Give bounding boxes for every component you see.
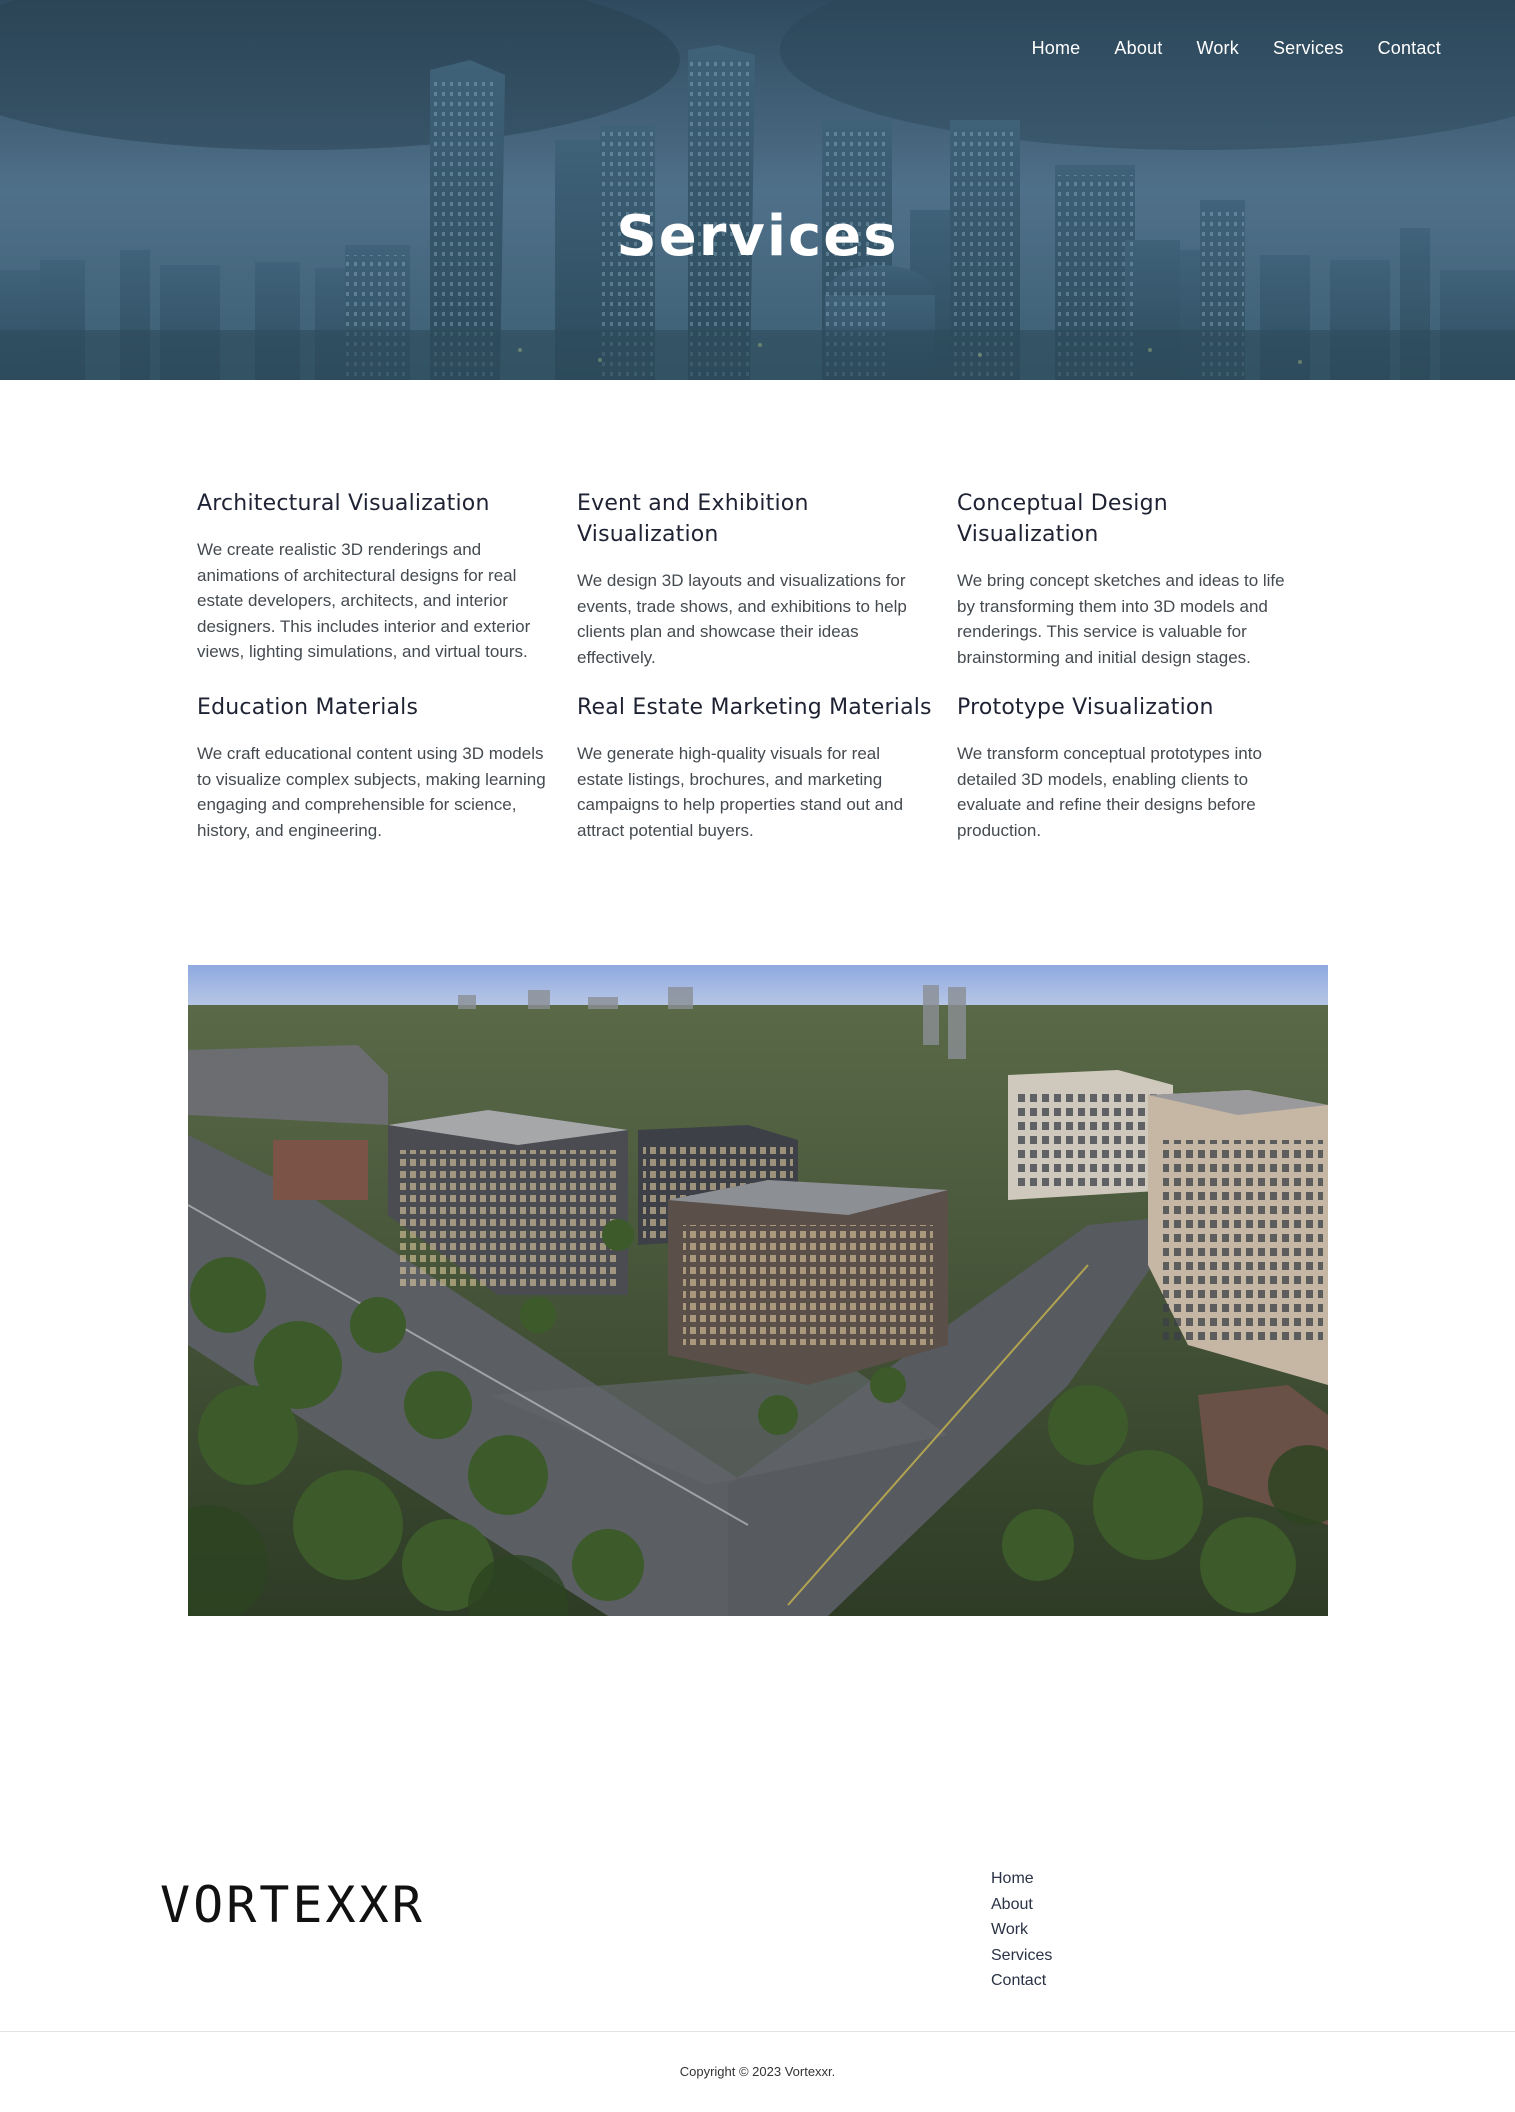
service-description: We generate high-quality visuals for real estate listings, brochures, and marketing campaigns to help properties stand out and attract potential buyers. xyxy=(577,744,904,840)
nav-home-link[interactable]: Home xyxy=(1031,38,1081,58)
vortexxr-logo[interactable]: VORTEXXR xyxy=(160,1876,425,1934)
service-title: Event and Exhibition Visualization xyxy=(577,491,809,547)
footer-work-link[interactable]: Work xyxy=(991,1921,1029,1938)
nav-services-link[interactable]: Services xyxy=(1272,38,1344,58)
footer-services-link[interactable]: Services xyxy=(991,1946,1053,1964)
service-card-architectural xyxy=(197,488,547,665)
service-title: Architectural Visualization xyxy=(197,491,490,516)
copyright-text: Copyright © 2023 Vortexxr. xyxy=(679,2064,836,2079)
service-description: We transform conceptual prototypes into detailed 3D models, enabling clients to evaluate and refine their designs before production. xyxy=(957,744,1262,840)
service-description: We bring concept sketches and ideas to life by transforming them into 3D models and renderings. This service is valuable for brainstorming and initial design stages. xyxy=(957,571,1285,667)
footer-divider xyxy=(0,2031,1515,2032)
service-card-education xyxy=(197,692,547,843)
service-title: Real Estate Marketing Materials xyxy=(577,695,932,720)
hero-banner xyxy=(0,0,1515,380)
service-title: Prototype Visualization xyxy=(957,695,1214,720)
footer-about-link[interactable]: About xyxy=(991,1895,1033,1913)
service-card-real-estate xyxy=(577,692,947,843)
nav-contact-link[interactable]: Contact xyxy=(1377,38,1441,58)
page-title: Services xyxy=(616,204,899,269)
main-nav xyxy=(998,38,1441,59)
service-description: We craft educational content using 3D models to visualize complex subjects, making learning engaging and comprehensible for science, history, and engineering. xyxy=(197,744,546,840)
service-description: We create realistic 3D renderings and animations of architectural designs for real estate developers, architects, and interior designers. This includes interior and exterior views, lighting simulations, and virtual tours. xyxy=(197,540,531,661)
nav-about-link[interactable]: About xyxy=(1114,38,1163,58)
aerial-city-rendering-image xyxy=(188,965,1328,1616)
nav-work-link[interactable]: Work xyxy=(1196,38,1239,58)
service-description: We design 3D layouts and visualizations for events, trade shows, and exhibitions to help clients plan and showcase their ideas effectively. xyxy=(577,571,907,667)
service-title: Conceptual Design Visualization xyxy=(957,491,1168,547)
service-card-event xyxy=(577,488,927,670)
service-title: Education Materials xyxy=(197,695,419,720)
service-card-prototype xyxy=(957,692,1307,843)
service-card-conceptual xyxy=(957,488,1307,670)
footer-contact-link[interactable]: Contact xyxy=(991,1972,1047,1989)
footer-home-link[interactable]: Home xyxy=(991,1870,1034,1887)
footer-nav xyxy=(991,1866,1052,1994)
